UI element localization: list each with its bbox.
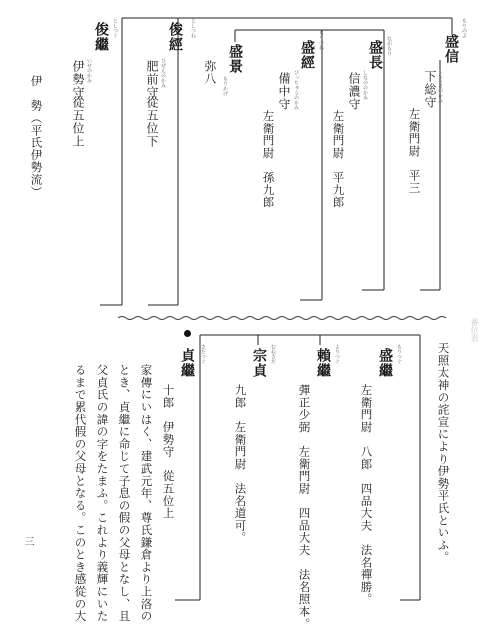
text-moriyoshi: 左衛門尉 平三 (407, 108, 422, 195)
ruby-sadatsugu: さだつぐ (200, 344, 206, 364)
side-mark: 番位表 (470, 318, 479, 342)
name-sadatsugu: 貞繼 (179, 348, 195, 378)
name-morikage: 盛景 (227, 44, 243, 74)
title-ruby-toshitsugu: いせのかみ (86, 58, 92, 83)
name-toshitsugu: 俊繼 (93, 22, 109, 52)
name-moriyoshi: 盛信 (443, 34, 459, 64)
marker-dot (184, 330, 191, 337)
ruby-morinaga: ながもり (386, 36, 392, 56)
page-number: 三 (22, 536, 33, 546)
text-toshitsune: 從五位下 (145, 96, 159, 148)
text-toshitsugu: 從五位上 (71, 96, 85, 148)
title-morinaga: 信濃守 (347, 72, 361, 111)
text-morinaga: 左衛門尉 平九郎 (331, 110, 346, 209)
title-toshitsugu: 伊勢守 (71, 60, 85, 99)
bottom-intro: 天照太神の詫宣により伊勢平氏といふ。 (436, 342, 451, 564)
ruby-toshitsugu: としつぐ (112, 18, 118, 38)
ruby-toshitsune: としつね (190, 18, 196, 38)
title-ruby-morinaga: しなののかみ (362, 70, 368, 100)
ruby-yoritsugu: よりつぐ (334, 344, 340, 364)
text-munesada: 九郎 左衛門尉 法名道可。 (233, 384, 248, 544)
note-line-3: 父貞氏の諱の字をたまふ。これより義輝にいた (95, 364, 110, 623)
title-ruby-moritsune: びっちゅうのかみ (293, 70, 299, 110)
title-toshitsune: 肥前守 (145, 60, 159, 99)
name-munesada: 宗貞 (251, 348, 267, 378)
name-yoritsugu: 賴繼 (315, 348, 331, 378)
name-morinaga: 盛長 (367, 40, 383, 70)
ruby-moriyoshi: もりのぶ (461, 18, 467, 38)
title-ruby-toshitsune: ひぜんのかみ (160, 58, 166, 88)
name-moritsune: 盛經 (299, 40, 315, 70)
name-moritsugu: 盛繼 (377, 348, 393, 378)
note-line-4: るまで累代假の父母となる。このとき感從の大 (73, 364, 88, 623)
note-line-2: とき、貞繼に命じて子息の假の父母となし、且 (117, 364, 132, 623)
note-line-1: 家傳にいはく、建武元年、尊氏鎌倉より上洛の (139, 364, 154, 623)
ruby-morikage: もりかげ (222, 76, 228, 96)
title-ruby-moriyoshi: しもうさのかみ (437, 68, 443, 103)
ruby-moritsune: もりつね (318, 30, 324, 50)
text-moritsugu: 左衛門尉 八郎 四品大夫 法名禪勝。 (359, 384, 374, 606)
text-yoritsugu: 彈正少弼 左衛門尉 四品大夫 法名照本。 (297, 384, 312, 630)
text-morikage: 弥八 (203, 60, 218, 85)
section-title: 伊 勢（平氏伊勢流） (29, 75, 44, 198)
text-sadatsugu: 十郎 伊勢守 從五位上 (161, 384, 176, 520)
ruby-moritsugu: もりつぐ (396, 344, 402, 364)
title-moriyoshi: 下総守 (423, 70, 437, 109)
ruby-munesada: むねさだ (270, 344, 276, 364)
name-toshitsune: 俊經 (167, 22, 183, 52)
text-moritsune: 左衛門尉 孫九郎 (261, 110, 276, 209)
title-moritsune: 備中守 (277, 72, 291, 111)
